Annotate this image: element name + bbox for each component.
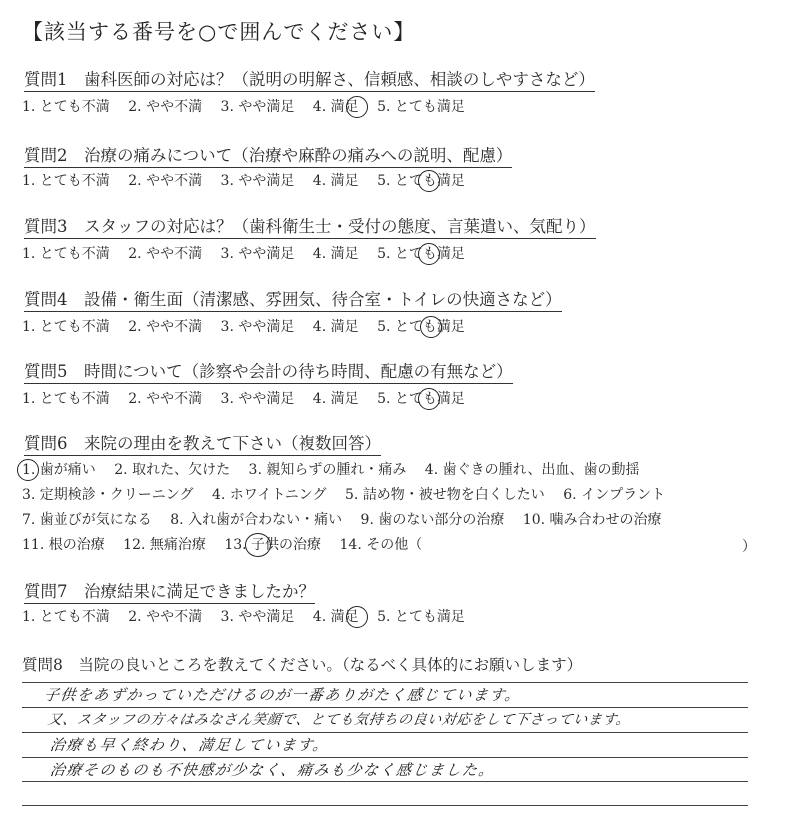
question-6-row-4	[22, 536, 436, 554]
q2-option-1[interactable]: 1. とても不満	[22, 173, 110, 189]
q6-reason-8[interactable]: 8. 入れ歯が合わない・痛い	[170, 512, 343, 528]
q3-option-5[interactable]: 5. とても満足	[377, 246, 465, 262]
q5-option-1[interactable]: 1. とても不満	[22, 391, 110, 407]
q4-option-3[interactable]: 3. やや満足	[220, 319, 295, 335]
q5-option-5[interactable]: 5. とても満足	[377, 391, 465, 407]
q6-reason-4[interactable]: 4. 歯ぐきの腫れ、出血、歯の動揺	[424, 462, 640, 478]
question-1-heading: 質問1 歯科医師の対応は？（説明の明解さ、信頼感、相談のしやすさなど）	[24, 70, 595, 92]
handwritten-answer-4[interactable]: 治療そのものも不快感が少なく、痛みも少なく感じました。	[48, 761, 497, 779]
handwritten-answer-2[interactable]: 又、スタッフの方々はみなさん笑顔で、とても気持ちの良い対応をして下さっています。	[46, 712, 632, 728]
q6-reason-1[interactable]: 1. 歯が痛い	[22, 462, 96, 478]
page-title: 【該当する番号を○で囲んでください】	[22, 20, 416, 44]
question-8-heading: 質問8 当院の良いところを教えてください。（なるべく具体的にお願いします）	[22, 656, 583, 674]
q4-option-5[interactable]: 5. とても満足	[377, 319, 465, 335]
answer-line-1	[22, 682, 748, 683]
q1-option-4[interactable]: 4. 満足	[312, 99, 359, 115]
handwritten-answer-3[interactable]: 治療も早く終わり、満足しています。	[48, 736, 331, 754]
question-7-heading: 質問7 治療結果に満足できましたか？	[24, 582, 315, 604]
question-2-heading: 質問2 治療の痛みについて（治療や麻酔の痛みへの説明、配慮）	[24, 146, 512, 168]
q2-option-4[interactable]: 4. 満足	[312, 173, 359, 189]
q4-option-4[interactable]: 4. 満足	[312, 319, 359, 335]
q6-reason-11[interactable]: 11. 根の治療	[22, 537, 105, 553]
question-4-heading: 質問4 設備・衛生面（清潔感、雰囲気、待合室・トイレの快適さなど）	[24, 290, 562, 312]
question-3-heading: 質問3 スタッフの対応は？（歯科衛生士・受付の態度、言葉遣い、気配り）	[24, 217, 596, 239]
question-4-options	[22, 318, 479, 336]
question-6-heading: 質問6 来院の理由を教えて下さい（複数回答）	[24, 434, 381, 456]
q6-reason-fillings[interactable]: 5. 詰め物・被せ物を白くしたい	[345, 487, 545, 503]
q6-selected-circle-13	[245, 533, 271, 557]
q2-selected-circle	[418, 170, 440, 192]
q1-selected-circle	[346, 96, 368, 118]
q7-option-5[interactable]: 5. とても満足	[377, 609, 465, 625]
q7-option-2[interactable]: 2. やや不満	[128, 609, 203, 625]
q6-selected-circle-1	[17, 459, 39, 481]
q5-selected-circle	[418, 388, 440, 410]
q1-option-1[interactable]: 1. とても不満	[22, 99, 110, 115]
q6-reason-whitening[interactable]: 4. ホワイトニング	[211, 487, 327, 503]
q1-option-5[interactable]: 5. とても満足	[377, 99, 465, 115]
q3-option-4[interactable]: 4. 満足	[312, 246, 359, 262]
q6-reason-3[interactable]: 3. 親知らずの腫れ・痛み	[248, 462, 407, 478]
q2-option-2[interactable]: 2. やや不満	[128, 173, 203, 189]
q6-reason-2[interactable]: 2. 取れた、欠けた	[114, 462, 231, 478]
question-5-heading: 質問5 時間について（診察や会計の待ち時間、配慮の有無など）	[24, 362, 513, 384]
answer-line-4	[22, 757, 748, 758]
q5-option-2[interactable]: 2. やや不満	[128, 391, 203, 407]
q6-reason-implant[interactable]: 6. インプラント	[563, 487, 666, 503]
q2-option-3[interactable]: 3. やや満足	[220, 173, 295, 189]
q6-reason-7[interactable]: 7. 歯並びが気になる	[22, 512, 152, 528]
question-7-options	[22, 608, 479, 626]
q6-reason-13[interactable]: 13. 子供の治療	[224, 537, 322, 553]
q3-selected-circle	[418, 243, 440, 265]
q6-reason-12[interactable]: 12. 無痛治療	[123, 537, 206, 553]
q6-reason-14[interactable]: 14. その他（	[339, 537, 423, 553]
q1-option-2[interactable]: 2. やや不満	[128, 99, 203, 115]
q4-selected-circle	[420, 316, 442, 338]
q3-option-3[interactable]: 3. やや満足	[220, 246, 295, 262]
question-6-row-2	[22, 486, 679, 504]
q4-option-1[interactable]: 1. とても不満	[22, 319, 110, 335]
q3-option-2[interactable]: 2. やや不満	[128, 246, 203, 262]
q2-option-5[interactable]: 5. とても満足	[377, 173, 465, 189]
q7-option-1[interactable]: 1. とても不満	[22, 609, 110, 625]
answer-line-6	[22, 805, 748, 806]
q5-option-4[interactable]: 4. 満足	[312, 391, 359, 407]
q6-reason-10[interactable]: 10. 噛み合わせの治療	[522, 512, 662, 528]
q1-option-3[interactable]: 3. やや満足	[220, 99, 295, 115]
q7-option-3[interactable]: 3. やや満足	[220, 609, 295, 625]
question-2-options	[22, 172, 479, 190]
question-3-options	[22, 245, 479, 263]
q3-option-1[interactable]: 1. とても不満	[22, 246, 110, 262]
question-6-row-1	[22, 461, 653, 479]
question-6-row-3	[22, 511, 676, 529]
q6-other-close-paren: ）	[742, 539, 756, 555]
q6-reason-9[interactable]: 9. 歯のない部分の治療	[360, 512, 505, 528]
q5-option-3[interactable]: 3. やや満足	[220, 391, 295, 407]
q7-option-4[interactable]: 4. 満足	[312, 609, 359, 625]
answer-line-5	[22, 781, 748, 782]
answer-line-3	[22, 732, 748, 733]
handwritten-answer-1[interactable]: 子供をあずかっていただけるのが一番ありがたく感じています。	[42, 686, 523, 704]
q7-selected-circle	[346, 606, 368, 628]
answer-line-2	[22, 707, 748, 708]
q6-reason-checkup[interactable]: 3. 定期検診・クリーニング	[22, 487, 194, 503]
q4-option-2[interactable]: 2. やや不満	[128, 319, 203, 335]
question-1-options	[22, 98, 479, 116]
question-5-options	[22, 390, 479, 408]
